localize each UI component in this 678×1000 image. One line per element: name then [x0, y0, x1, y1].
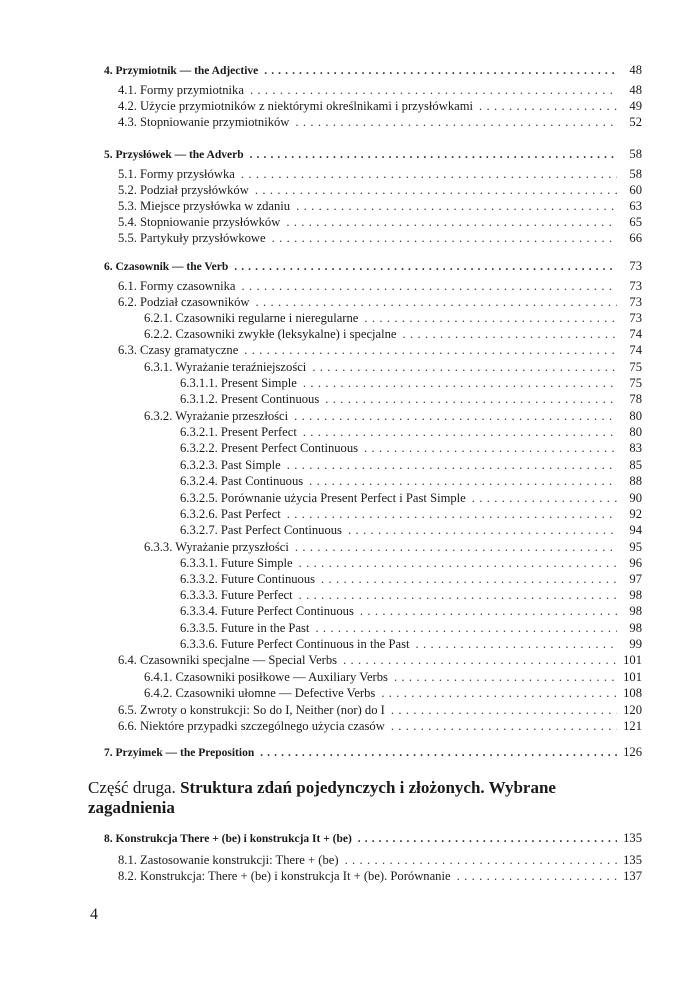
toc-entry-label: 5.1. Formy przysłówka — [118, 167, 235, 181]
toc-row — [118, 182, 642, 198]
toc-leader-dots — [299, 555, 617, 571]
toc-leader-dots — [391, 702, 617, 718]
toc-entry-label: 6.3. Czasy gramatyczne — [118, 343, 239, 357]
toc-leader-dots — [260, 745, 617, 761]
toc-entry-page: 94 — [629, 523, 642, 537]
toc-row — [180, 522, 642, 538]
toc-row — [180, 571, 642, 587]
toc-row — [144, 310, 642, 326]
toc-leader-dots — [294, 408, 617, 424]
toc-row — [118, 652, 642, 668]
page-number: 4 — [90, 906, 98, 923]
toc-leader-dots — [391, 718, 617, 734]
toc-entry-label: 6.3.2.4. Past Continuous — [180, 474, 304, 488]
toc-row — [144, 685, 642, 701]
part-heading — [88, 778, 608, 818]
toc-leader-dots — [360, 603, 617, 619]
toc-entry-page: 98 — [629, 604, 642, 618]
toc-leader-dots — [296, 198, 617, 214]
toc-entry-label: 5.4. Stopniowanie przysłówków — [118, 215, 281, 229]
toc-entry-label: 6.3.1. Wyrażanie teraźniejszości — [144, 360, 307, 374]
toc-leader-dots — [295, 539, 617, 555]
toc-entry-page: 95 — [629, 540, 642, 554]
toc-row — [118, 166, 642, 182]
toc-entry-label: 6.6. Niektóre przypadki szczególnego użycia czasów — [118, 719, 385, 733]
toc-chapter-row — [104, 830, 642, 846]
toc-entry-label: 6.3.3.6. Future Perfect Continuous in the Past — [180, 637, 410, 651]
toc-row — [118, 98, 642, 114]
toc-leader-dots — [244, 342, 617, 358]
toc-chapter-row — [104, 62, 642, 78]
toc-entry-page: 75 — [629, 376, 642, 390]
toc-row — [144, 539, 642, 555]
toc-row — [180, 620, 642, 636]
toc-leader-dots — [264, 63, 617, 79]
toc-entry-page: 137 — [623, 869, 642, 883]
toc-leader-dots — [312, 359, 617, 375]
toc-leader-dots — [255, 182, 617, 198]
toc-entry-page: 98 — [629, 621, 642, 635]
toc-entry-label: 4. Przymiotnik — the Adjective — [104, 65, 259, 77]
toc-entry-label: 5.5. Partykuły przysłówkowe — [118, 231, 266, 245]
toc-entry-label: 4.2. Użycie przymiotników z niektórymi określnikami i przysłówkami — [118, 99, 473, 113]
toc-row — [180, 603, 642, 619]
part-heading-lead: Część druga. — [88, 778, 176, 797]
toc-entry-label: 6.2.2. Czasowniki zwykłe (leksykalne) i specjalne — [144, 327, 397, 341]
toc-entry-label: 6.1. Formy czasownika — [118, 279, 236, 293]
toc-row — [118, 278, 642, 294]
toc-entry-page: 73 — [629, 295, 642, 309]
toc-entry-label: 6.3.1.2. Present Continuous — [180, 392, 320, 406]
toc-entry-page: 74 — [629, 327, 642, 341]
toc-row — [118, 214, 642, 230]
toc-entry-label: 6.2. Podział czasowników — [118, 295, 250, 309]
toc-leader-dots — [287, 457, 617, 473]
toc-leader-dots — [345, 852, 617, 868]
toc-row — [180, 587, 642, 603]
toc-leader-dots — [242, 278, 617, 294]
toc-entry-page: 85 — [629, 458, 642, 472]
toc-leader-dots — [457, 868, 617, 884]
toc-entry-label: 5.3. Miejsce przysłówka w zdaniu — [118, 199, 291, 213]
toc-row — [144, 408, 642, 424]
toc-entry-label: 7. Przyimek — the Preposition — [104, 747, 255, 759]
toc-chapter-row — [104, 258, 642, 274]
toc-entry-page: 48 — [629, 83, 642, 97]
toc-leader-dots — [272, 230, 617, 246]
toc-entry-page: 98 — [629, 588, 642, 602]
toc-chapter-row — [104, 744, 642, 760]
toc-entry-page: 97 — [629, 572, 642, 586]
toc-entry-page: 58 — [629, 167, 642, 181]
toc-leader-dots — [348, 522, 617, 538]
toc-entry-label: 6.5. Zwroty o konstrukcji: So do I, Neither (nor) do I — [118, 703, 385, 717]
toc-entry-label: 6.3.3.1. Future Simple — [180, 556, 293, 570]
toc-leader-dots — [299, 587, 617, 603]
toc-entry-label: 6.3.1.1. Present Simple — [180, 376, 297, 390]
toc-entry-page: 88 — [629, 474, 642, 488]
toc-entry-page: 74 — [629, 343, 642, 357]
toc-leader-dots — [241, 166, 617, 182]
toc-entry-label: 6.3.2.2. Present Perfect Continuous — [180, 441, 359, 455]
toc-leader-dots — [303, 375, 617, 391]
toc-entry-page: 73 — [629, 259, 642, 273]
toc-entry-label: 5.2. Podział przysłówków — [118, 183, 249, 197]
toc-leader-dots — [286, 214, 617, 230]
toc-leader-dots — [394, 669, 617, 685]
toc-entry-page: 58 — [629, 147, 642, 161]
toc-leader-dots — [234, 259, 617, 275]
toc-entry-page: 78 — [629, 392, 642, 406]
toc-leader-dots — [321, 571, 617, 587]
toc-entry-label: 6.3.3. Wyrażanie przyszłości — [144, 540, 289, 554]
toc-leader-dots — [309, 473, 617, 489]
toc-leader-dots — [315, 620, 617, 636]
toc-leader-dots — [415, 636, 617, 652]
toc-entry-label: 4.1. Formy przymiotnika — [118, 83, 244, 97]
toc-entry-page: 126 — [623, 745, 642, 759]
toc-leader-dots — [250, 82, 617, 98]
toc-entry-label: 6.3.3.5. Future in the Past — [180, 621, 310, 635]
toc-entry-label: 6.2.1. Czasowniki regularne i nieregularne — [144, 311, 359, 325]
toc-entry-label: 6.3.2. Wyrażanie przeszłości — [144, 409, 289, 423]
toc-leader-dots — [479, 98, 617, 114]
toc-entry-page: 120 — [623, 703, 642, 717]
toc-leader-dots — [303, 424, 617, 440]
toc-entry-page: 52 — [629, 115, 642, 129]
toc-leader-dots — [364, 440, 617, 456]
toc-entry-label: 6.4.2. Czasowniki ułomne — Defective Verbs — [144, 686, 376, 700]
part-heading-title: Struktura zdań pojedynczych i złożonych. Wybrane zagadnienia — [88, 778, 556, 817]
toc-entry-label: 6.4.1. Czasowniki posiłkowe — Auxiliary Verbs — [144, 670, 388, 684]
toc-leader-dots — [381, 685, 617, 701]
toc-leader-dots — [343, 652, 617, 668]
toc-chapter-row — [104, 146, 642, 162]
toc-entry-label: 4.3. Stopniowanie przymiotników — [118, 115, 290, 129]
toc-row — [180, 506, 642, 522]
toc-row — [180, 636, 642, 652]
toc-row — [180, 555, 642, 571]
toc-row — [118, 718, 642, 734]
toc-entry-page: 65 — [629, 215, 642, 229]
toc-entry-page: 60 — [629, 183, 642, 197]
toc-row — [180, 424, 642, 440]
toc-leader-dots — [295, 114, 617, 130]
toc-row — [180, 440, 642, 456]
toc-leader-dots — [364, 310, 617, 326]
toc-entry-page: 135 — [623, 853, 642, 867]
toc-entry-page: 73 — [629, 279, 642, 293]
toc-entry-page: 135 — [623, 831, 642, 845]
toc-leader-dots — [287, 506, 617, 522]
toc-entry-label: 8.2. Konstrukcja: There + (be) i konstrukcja It + (be). Porównanie — [118, 869, 451, 883]
toc-entry-page: 101 — [623, 670, 642, 684]
toc-leader-dots — [256, 294, 617, 310]
toc-entry-label: 8. Konstrukcja There + (be) i konstrukcja It + (be) — [104, 833, 352, 845]
toc-entry-page: 83 — [629, 441, 642, 455]
toc-entry-label: 6.3.2.1. Present Perfect — [180, 425, 297, 439]
toc-entry-label: 6.3.2.3. Past Simple — [180, 458, 281, 472]
toc-entry-page: 66 — [629, 231, 642, 245]
toc-row — [118, 852, 642, 868]
toc-entry-page: 121 — [623, 719, 642, 733]
toc-row — [118, 342, 642, 358]
toc-entry-label: 6.3.3.3. Future Perfect — [180, 588, 293, 602]
toc-row — [144, 326, 642, 342]
toc-entry-label: 6.3.3.2. Future Continuous — [180, 572, 316, 586]
toc-entry-page: 80 — [629, 409, 642, 423]
toc-entry-page: 63 — [629, 199, 642, 213]
toc-row — [144, 669, 642, 685]
toc-entry-page: 96 — [629, 556, 642, 570]
toc-leader-dots — [472, 490, 617, 506]
toc-entry-label: 6.3.2.5. Porównanie użycia Present Perfect i Past Simple — [180, 491, 466, 505]
toc-row — [180, 473, 642, 489]
toc-entry-page: 108 — [623, 686, 642, 700]
toc-entry-page: 92 — [629, 507, 642, 521]
toc-leader-dots — [325, 391, 617, 407]
toc-entry-page: 90 — [629, 491, 642, 505]
toc-row — [180, 391, 642, 407]
toc-row — [144, 359, 642, 375]
toc-entry-label: 8.1. Zastosowanie konstrukcji: There + (be) — [118, 853, 339, 867]
toc-row — [180, 375, 642, 391]
toc-entry-label: 6.3.2.7. Past Perfect Continuous — [180, 523, 342, 537]
toc-entry-page: 75 — [629, 360, 642, 374]
toc-entry-label: 6.3.3.4. Future Perfect Continuous — [180, 604, 354, 618]
toc-entry-page: 73 — [629, 311, 642, 325]
toc-entry-label: 6. Czasownik — the Verb — [104, 261, 229, 273]
toc-leader-dots — [358, 831, 617, 847]
toc-row — [118, 82, 642, 98]
toc-leader-dots — [250, 147, 617, 163]
toc-row — [118, 198, 642, 214]
toc-entry-page: 49 — [629, 99, 642, 113]
toc-row — [118, 868, 642, 884]
toc-row — [180, 490, 642, 506]
toc-entry-page: 101 — [623, 653, 642, 667]
toc-row — [118, 294, 642, 310]
toc-entry-label: 6.4. Czasowniki specjalne — Special Verbs — [118, 653, 338, 667]
toc-row — [180, 457, 642, 473]
toc-row — [118, 702, 642, 718]
toc-leader-dots — [403, 326, 617, 342]
toc-row — [118, 114, 642, 130]
toc-entry-page: 80 — [629, 425, 642, 439]
toc-entry-label: 5. Przysłówek — the Adverb — [104, 149, 244, 161]
toc-entry-page: 99 — [629, 637, 642, 651]
toc-row — [118, 230, 642, 246]
toc-entry-page: 48 — [629, 63, 642, 77]
toc-entry-label: 6.3.2.6. Past Perfect — [180, 507, 281, 521]
